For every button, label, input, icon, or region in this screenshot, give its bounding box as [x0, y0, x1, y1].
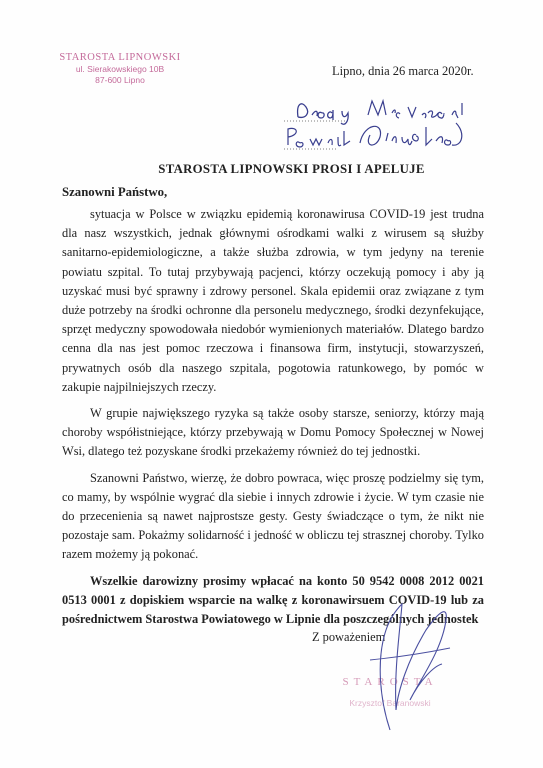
- stamp-street: ul. Sierakowskiego 10B: [75, 64, 165, 74]
- handwritten-recipient: [276, 93, 476, 153]
- stamp-city: 87-600 Lipno: [95, 75, 145, 85]
- signature-drawing: [330, 600, 460, 740]
- letterhead-stamp: [50, 52, 190, 86]
- paragraph-situation: sytuacja w Polsce w związku epidemią koronawirusa COVID-19 jest trudna dla nasz wszystkich, jednak głównymi ośrodkami walki z wirusem są służby sanitarno-epidemiologiczne, a także służba zdrowia, w tym jedyny na terenie powiatu szpital. To tutaj przybywają pacjenci, którzy oczekują pomocy i aby ją uzyskać musi być sprawny i zdrowy personel. Skala epidemii oraz związane z tym duże potrzeby na środki ochronne dla personelu medycznego, środki dezynfekujące, sprzęt medyczny spowodowała niedobór wymienionych materiałów. Dlatego bardzo cenna dla nas jest pomoc rzeczowa i finansowa firm, instytucji, stowarzyszeń, prywatnych osób dla naszego szpitala, pogotowia ratunkowego, by pomóc w zakupie najpilniejszych rzeczy.: [62, 207, 484, 394]
- handwritten-signature: [330, 600, 460, 745]
- paragraph-appeal: Szanowni Państwo, wierzę, że dobro powraca, więc proszę podzielmy się tym, co mamy, by wspólnie wygrać dla siebie i innych zdrowie i życie. W tym czasie nie do przecenienia są nawet najprostsze gesty. Gesty świadczące o tym, że nikt nie pozostaje sam. Pokażmy solidarność i jedność w obliczu tej strasznej choroby. Tylko razem możemy ją pokonać.: [62, 470, 484, 562]
- handwritten-recipient-drawing: [276, 93, 476, 153]
- letter-body: [62, 205, 484, 636]
- paragraph-risk-group: W grupie największego ryzyka są także osoby starsze, seniorzy, którzy mają choroby współistniejące, którzy przebywają w Domu Pomocy Społecznej w Nowej Wsi, dlatego też pozyskane środki przekażemy również do tej jednostki.: [62, 406, 484, 459]
- stamp-title: STAROSTA LIPNOWSKI: [59, 52, 181, 63]
- letter-date: Lipno, dnia 26 marca 2020r.: [332, 64, 474, 78]
- salutation: Szanowni Państwo,: [62, 185, 168, 199]
- signature-stamp-name: Krzysztof Baranowski: [349, 698, 431, 708]
- closing: Z poważeniem: [312, 630, 386, 644]
- paragraph-donation: Wszelkie darowizny prosimy wpłacać na konto 50 9542 0008 2012 0021 0513 0001 z dopiskiem wsparcie na walkę z koronawirsuem COVID-19 lub za pośrednictwem Starostwa Powiatowego w Lipnie dla poszczególnych jednostek: [62, 573, 484, 627]
- signature-stamp-title: STAROSTA: [342, 676, 438, 688]
- letter-heading: STAROSTA LIPNOWSKI PROSI I APELUJE: [158, 162, 425, 176]
